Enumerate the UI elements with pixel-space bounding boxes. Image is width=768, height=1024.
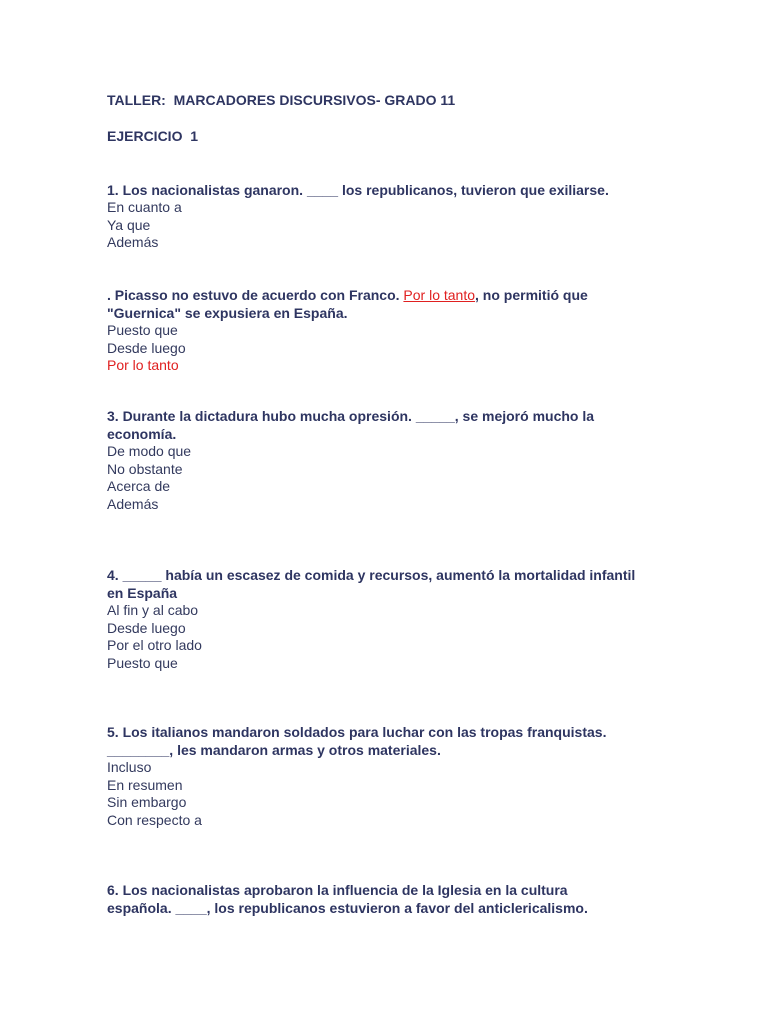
- question-4-option-4: Puesto que: [107, 654, 178, 671]
- question-4-option-2: Desde luego: [107, 619, 186, 636]
- question-2-stem-part-2: , no permitió que "Guernica" se expusiera en España.: [107, 287, 588, 321]
- question-2-option-2: Desde luego: [107, 339, 186, 356]
- question-5-option-3: Sin embargo: [107, 794, 187, 811]
- exercise-heading: EJERCICIO 1: [107, 128, 199, 144]
- question-3: [107, 407, 647, 513]
- question-2-option-3-selected: Por lo tanto: [107, 357, 179, 374]
- question-5-stem: 5. Los italianos mandaron soldados para luchar con las tropas franquistas. ________, les mandaron armas y otros materiales.: [107, 724, 607, 758]
- question-2-inline-answer: Por lo tanto: [403, 287, 476, 303]
- question-3-option-4: Además: [107, 495, 159, 512]
- question-5-option-1: Incluso: [107, 759, 152, 775]
- question-3-option-1: De modo que: [107, 443, 192, 459]
- question-6: [107, 881, 632, 917]
- question-1: [107, 181, 667, 252]
- question-2: [107, 286, 637, 375]
- question-1-option-2: Ya que: [107, 216, 151, 233]
- question-4-option-1: Al fin y al cabo: [107, 602, 199, 618]
- question-3-option-2: No obstante: [107, 460, 183, 477]
- question-1-stem: 1. Los nacionalistas ganaron. ____ los republicanos, tuvieron que exiliarse.: [107, 182, 609, 198]
- question-5-option-2: En resumen: [107, 776, 183, 793]
- question-5-option-4: Con respecto a: [107, 811, 202, 828]
- question-2-stem-part-1: . Picasso no estuvo de acuerdo con Franco.: [107, 287, 404, 303]
- question-4: [107, 566, 637, 672]
- question-1-option-1: En cuanto a: [107, 199, 182, 215]
- worksheet-title: TALLER: MARCADORES DISCURSIVOS- GRADO 11: [107, 92, 456, 108]
- question-1-option-3: Además: [107, 234, 159, 251]
- question-2-stem: [107, 286, 637, 322]
- question-3-stem: 3. Durante la dictadura hubo mucha opresión. _____, se mejoró mucho la economía.: [107, 408, 595, 442]
- question-4-stem: 4. _____ había un escasez de comida y recursos, aumentó la mortalidad infantil en España: [107, 567, 636, 601]
- question-3-option-3: Acerca de: [107, 478, 171, 495]
- question-4-option-3: Por el otro lado: [107, 637, 202, 654]
- question-2-option-1: Puesto que: [107, 322, 178, 338]
- question-6-stem: 6. Los nacionalistas aprobaron la influencia de la Iglesia en la cultura española. ____, los republicanos estuvieron a favor del anticlericalismo.: [107, 882, 588, 916]
- question-5: [107, 723, 652, 829]
